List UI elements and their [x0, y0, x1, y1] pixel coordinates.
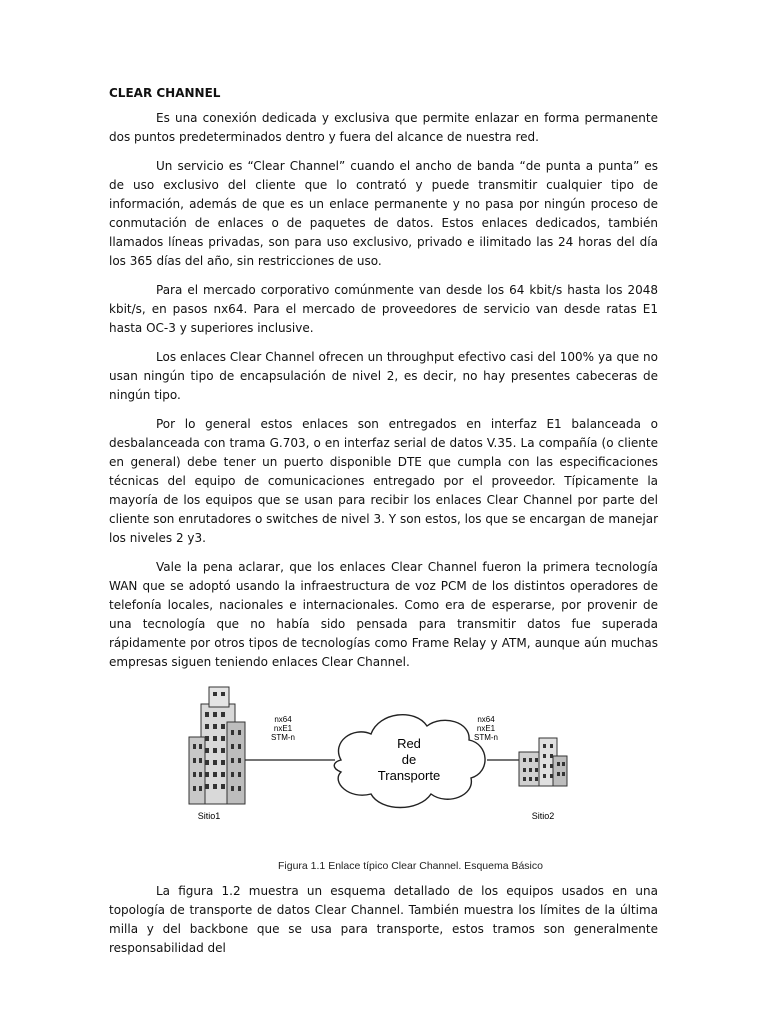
paragraph-1: Es una conexión dedicada y exclusiva que permite enlazar en forma permanente dos puntos predeterminados dentro y fuera del alcance de nuestra red. [109, 111, 658, 144]
cloud-label-3: Transporte [377, 768, 441, 783]
building-right-icon [519, 738, 567, 786]
paragraph-4: Los enlaces Clear Channel ofrecen un throughput efectivo casi del 100% ya que no usan ningún tipo de encapsulación de nivel 2, es decir, no hay presentes cabeceras de ningún tipo. [109, 350, 658, 402]
left-rate-1: nx64 [274, 715, 292, 724]
network-diagram [109, 682, 658, 857]
right-rate-3: STM-n [474, 733, 498, 742]
paragraph-3: Para el mercado corporativo comúnmente van desde los 64 kbit/s hasta los 2048 kbit/s, en pasos nx64. Para el mercado de proveedores de servicio van desde ratas E1 hasta OC-3 y superiores inclusive. [109, 283, 658, 335]
document-page [109, 84, 658, 968]
paragraph-2: Un servicio es “Clear Channel” cuando el ancho de banda “de punta a punta” es de uso exclusivo del cliente que lo contrató y puede transmitir cualquier tipo de información, además de que es un enlace permanente y no pasa por ningún proceso de conmutación de enlaces o de paquetes de datos. Estos enlaces dedicados, también llamados líneas privadas, son para uso exclusivo, privado e ilimitado las 24 horas del día los 365 días del año, sin restricciones de uso. [109, 159, 658, 268]
site-right-label: Sitio2 [531, 811, 555, 821]
building-left-icon [189, 687, 245, 804]
cloud-label-1: Red [397, 736, 421, 751]
section-heading: CLEAR CHANNEL [109, 86, 221, 100]
cloud-label-2: de [401, 752, 417, 767]
paragraph-5: Por lo general estos enlaces son entregados en interfaz E1 balanceada o desbalanceada con trama G.703, o en interfaz serial de datos V.35. La compañía (o cliente en general) debe tener un puerto disponible DTE que cumpla con las especificaciones técnicas del equipo de comunicaciones entregado por el proveedor. Típicamente la mayoría de los equipos que se usan para recibir los enlaces Clear Channel por parte del cliente son enrutadores o switches de nivel 3. Y son estos, los que se encargan de manejar los niveles 2 y3. [109, 417, 658, 545]
left-rate-3: STM-n [271, 733, 295, 742]
figure-caption: Figura 1.1 Enlace típico Clear Channel. Esquema Básico [278, 860, 543, 872]
paragraph-7: La figura 1.2 muestra un esquema detallado de los equipos usados en una topología de transporte de datos Clear Channel. También muestra los límites de la última milla y del backbone que se usa para transporte, estos tramos son generalmente responsabilidad del [109, 884, 658, 955]
paragraph-6: Vale la pena aclarar, que los enlaces Clear Channel fueron la primera tecnología WAN que se adoptó usando la infraestructura de voz PCM de los distintos operadores de telefonía locales, nacionales e internacionales. Como era de esperarse, por provenir de una tecnología que no había sido pensada para transmitir datos fue superada rápidamente por otros tipos de tecnologías como Frame Relay y ATM, aunque aún muchas empresas siguen teniendo enlaces Clear Channel. [109, 560, 658, 669]
right-rate-2: nxE1 [476, 724, 496, 733]
left-rate-2: nxE1 [273, 724, 293, 733]
network-figure [109, 682, 658, 882]
right-rate-1: nx64 [477, 715, 495, 724]
site-left-label: Sitio1 [197, 811, 221, 821]
